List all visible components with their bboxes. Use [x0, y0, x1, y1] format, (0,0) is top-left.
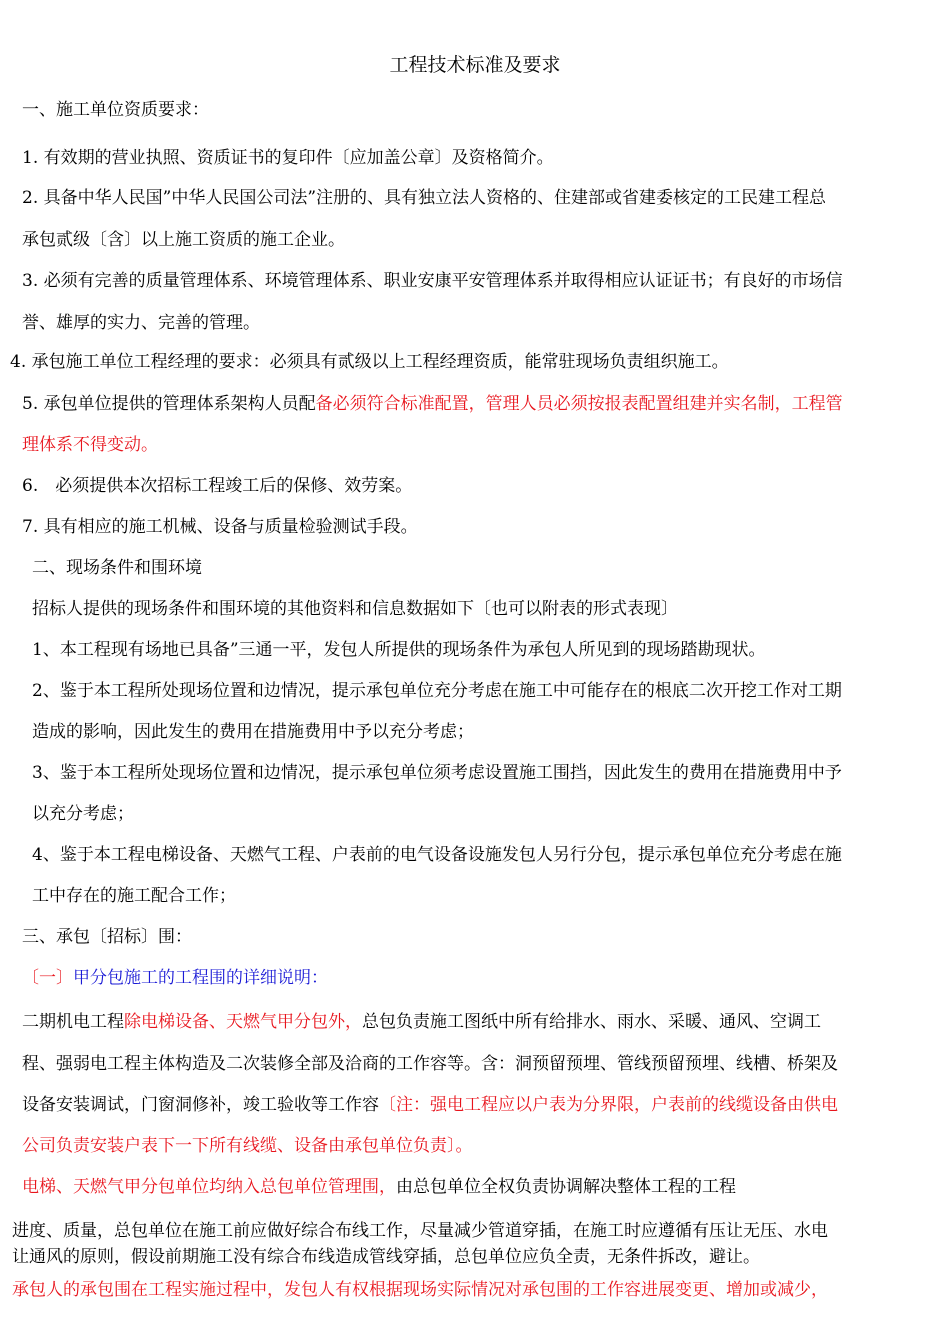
s1-item-5-line-1	[22, 392, 843, 416]
s1-item-5-line-2: 理体系不得变动。	[22, 435, 158, 455]
s2-item-4-line-2: 工中存在的施工配合工作；	[32, 886, 236, 906]
section-2-heading: 二、现场条件和围环境	[32, 558, 202, 578]
p2-line	[22, 1175, 736, 1199]
s3-subheading-1	[22, 966, 328, 990]
p2-red: 电梯、天燃气甲分包单位均纳入总包单位管理围，	[22, 1177, 396, 1197]
p2-black: 由总包单位全权负责协调解决整体工程的工程	[396, 1177, 736, 1197]
p3-line-2: 让通风的原则，假设前期施工没有综合布线造成管线穿插，总包单位应负全责，无条件拆改，避让。	[12, 1247, 760, 1267]
s1-item-2-line-2: 承包贰级〔含〕以上施工资质的施工企业。	[22, 230, 345, 250]
s1-item-6: 6. 必须提供本次招标工程竣工后的保修、效劳案。	[22, 476, 413, 496]
s3-sub1-marker: 〔一〕	[22, 968, 73, 988]
p1-line-4: 公司负责安装户表下一下所有线缆、设备由承包单位负责〕。	[22, 1136, 473, 1156]
p1-l1-black: 二期机电工程	[22, 1012, 124, 1032]
section-3-heading: 三、承包〔招标〕围：	[22, 927, 192, 947]
p1-l3-black: 设备安装调试，门窗洞修补，竣工验收等工作容	[22, 1095, 379, 1115]
s2-item-1: 1、本工程现有场地已具备”三通一平，发包人所提供的现场条件为承包人所见到的现场踏勘现状。	[32, 640, 766, 660]
p1-l1-tail: 总包负责施工图纸中所有给排水、雨水、采暖、通风、空调工	[362, 1012, 821, 1032]
s2-intro: 招标人提供的现场条件和围环境的其他资料和信息数据如下〔也可以附表的形式表现〕	[32, 599, 678, 619]
s2-item-2-line-2: 造成的影响，因此发生的费用在措施费用中予以充分考虑；	[32, 722, 474, 742]
s3-sub1-text: 甲分包施工的工程围的详细说明：	[73, 968, 328, 988]
s1-item-7: 7. 具有相应的施工机械、设备与质量检验测试手段。	[22, 517, 418, 537]
p4-line: 承包人的承包围在工程实施过程中，发包人有权根据现场实际情况对承包围的工作容进展变更、增加或减少，	[12, 1280, 828, 1300]
p1-line-1	[22, 1010, 821, 1034]
s1-item-3-line-2: 誉、雄厚的实力、完善的管理。	[22, 313, 260, 333]
p1-l3-red: 〔注：强电工程应以户表为分界限，户表前的线缆设备由供电	[379, 1095, 838, 1115]
section-1-heading: 一、施工单位资质要求：	[22, 100, 209, 120]
document-title: 工程技术标准及要求	[389, 54, 561, 76]
p1-line-2: 程、强弱电工程主体构造及二次装修全部及洽商的工作容等。含：洞预留预埋、管线预留预埋、线槽、桥架及	[22, 1054, 838, 1074]
s1-item-4: 4. 承包施工单位工程经理的要求：必须具有贰级以上工程经理资质，能常驻现场负责组织施工。	[10, 352, 729, 372]
s2-item-2-line-1: 2、鉴于本工程所处现场位置和边情况，提示承包单位充分考虑在施工中可能存在的根底二次开挖工作对工期	[32, 681, 842, 701]
s1-item-2-line-1: 2. 具备中华人民国”中华人民国公司法”注册的、具有独立法人资格的、住建部或省建委核定的工民建工程总	[22, 188, 827, 208]
s1-item-5-red: 备必须符合标准配置，管理人员必须按报表配置组建并实名制，工程管	[315, 394, 843, 414]
s1-item-1: 1. 有效期的营业执照、资质证书的复印件〔应加盖公章〕及资格简介。	[22, 148, 554, 168]
s2-item-4-line-1: 4、鉴于本工程电梯设备、天燃气工程、户表前的电气设备设施发包人另行分包，提示承包单位充分考虑在施	[32, 845, 842, 865]
s2-item-3-line-2: 以充分考虑；	[32, 804, 134, 824]
p1-line-3	[22, 1093, 838, 1117]
p1-l1-red: 除电梯设备、天燃气甲分包外，	[124, 1012, 362, 1032]
p3-line-1: 进度、质量，总包单位在施工前应做好综合布线工作，尽量减少管道穿插，在施工时应遵循有压让无压、水电	[12, 1221, 828, 1241]
s1-item-5-black: 5. 承包单位提供的管理体系架构人员配	[22, 394, 316, 414]
s2-item-3-line-1: 3、鉴于本工程所处现场位置和边情况，提示承包单位须考虑设置施工围挡，因此发生的费用在措施费用中予	[32, 763, 842, 783]
s1-item-3-line-1: 3. 必须有完善的质量管理体系、环境管理体系、职业安康平安管理体系并取得相应认证证书；有良好的市场信	[22, 271, 843, 291]
